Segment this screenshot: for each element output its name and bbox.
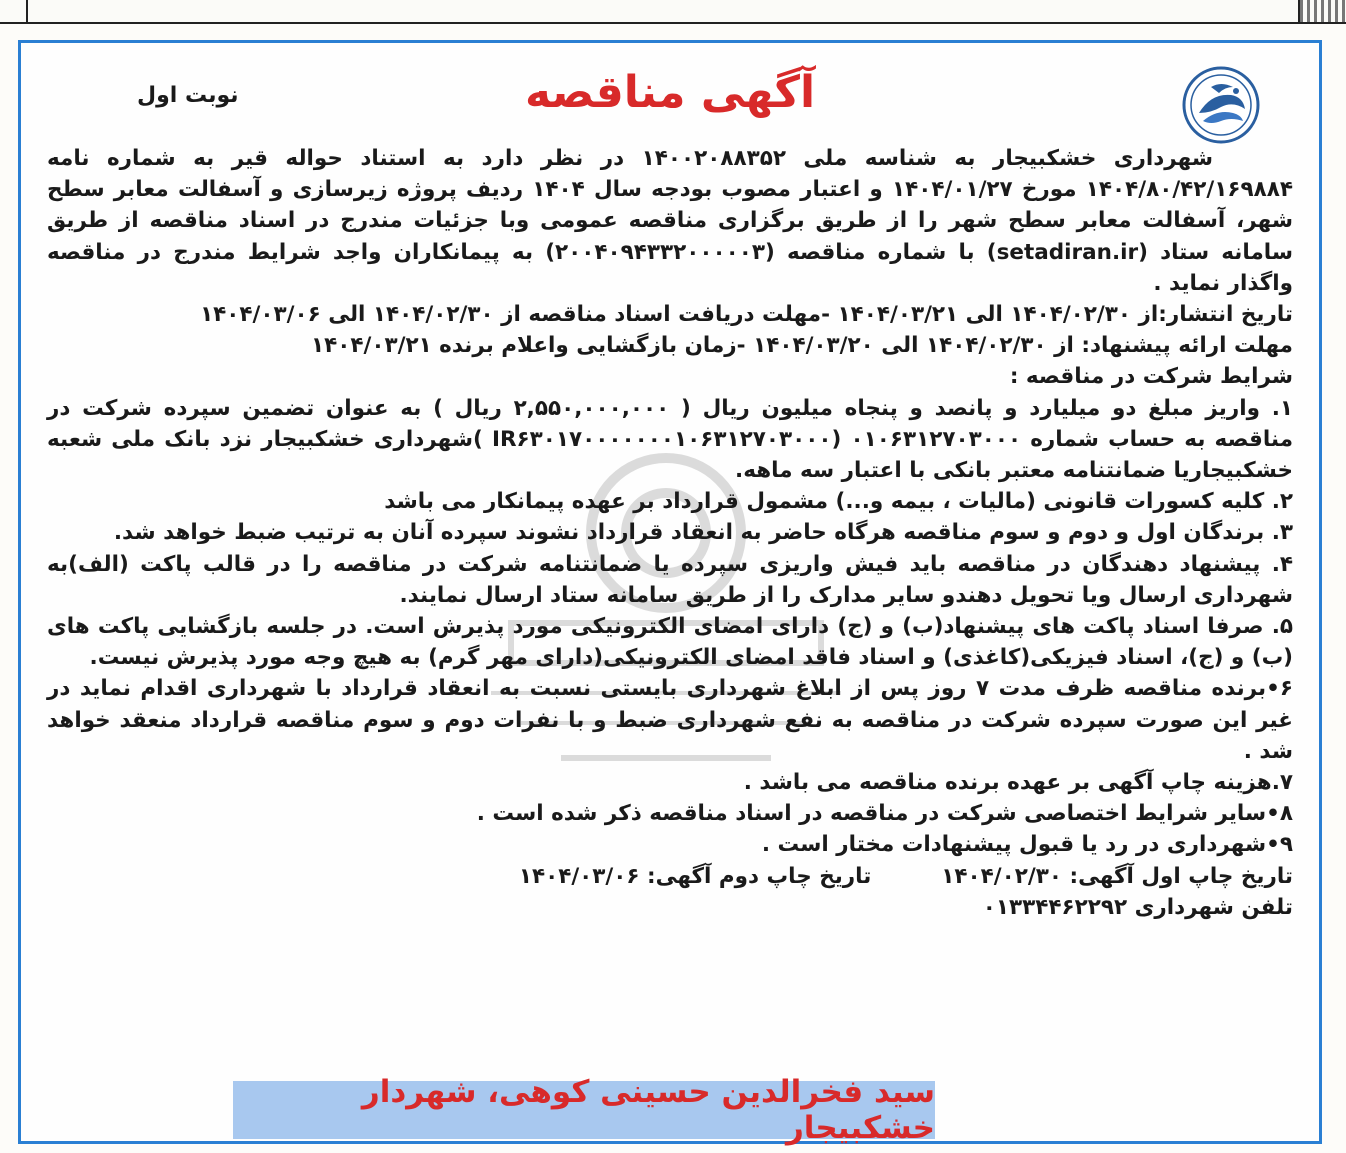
second-print-date: تاریخ چاپ دوم آگهی: ۱۴۰۴/۰۳/۰۶ — [518, 863, 872, 889]
notice-title: آگهی مناقصه — [524, 67, 816, 118]
condition-item-4: ۴. پیشنهاد دهندگان در مناقصه باید فیش واریزی سپرده یا ضمانتنامه شرکت در مناقصه را در قالب پاکت (الف)به شهرداری ارسال ویا تحویل دهندو سایر مدارک را از طریق سامانه ستاد ارسال نمایند. — [47, 551, 1293, 608]
mayor-signature-banner — [233, 1074, 935, 1146]
publication-round: نوبت اول — [137, 83, 239, 108]
previous-ad-border-right — [1298, 0, 1346, 22]
municipality-phone: تلفن شهرداری ۰۱۳۳۴۴۶۲۲۹۲ — [982, 894, 1293, 920]
intro-paragraph: شهرداری خشکبیجار به شناسه ملی ۱۴۰۰۲۰۸۸۳۵۲ در نظر دارد به استناد حواله قیر به شماره نامه ۱۴۰۴/۸۰/۴۲/۱۶۹۸۸۴ مورخ ۱۴۰۴/۰۱/۲۷ و اعتبار مصوب بودجه سال ۱۴۰۴ ردیف پروژه زیرسازی و آسفالت معابر سطح شهر، آسفالت معابر سطح شهر را از طریق برگزاری مناقصه عمومی وبا جزئیات مندرج در اسناد مناقصه از طریق سامانه ستاد (setadiran.ir) با شماره مناقصه (۲۰۰۴۰۹۴۳۳۲۰۰۰۰۰۳) به پیمانکاران واجد شرایط مندرج در مناقصه واگذار نماید . — [47, 146, 1294, 296]
condition-item-9: ۹•شهرداری در رد یا قبول پیشنهادات مختار است . — [761, 832, 1293, 858]
condition-item-2: ۲. کلیه کسورات قانونی (مالیات ، بیمه و...) مشمول قرارداد بر عهده پیمانکار می باشد — [384, 489, 1293, 515]
conditions-heading: شرایط شرکت در مناقصه : — [1009, 364, 1293, 390]
condition-item-8: ۸•سایر شرایط اختصاصی شرکت در مناقصه در اسناد مناقصه ذکر شده است . — [476, 801, 1293, 827]
publish-dates: تاریخ انتشار:از ۱۴۰۴/۰۲/۳۰ الی ۱۴۰۴/۰۳/۲۱ -مهلت دریافت اسناد مناقصه از ۱۴۰۴/۰۲/۳۰ الی ۱۴۰۴/۰۳/۰۶ — [200, 302, 1293, 328]
condition-item-6: ۶•برنده مناقصه ظرف مدت ۷ روز پس از ابلاغ شهرداری بایستی نسبت به انعقاد قرارداد با شهرداری اقدام نماید در غیر این صورت سپرده شرکت در مناقصه به نفع شهرداری ضبط و با نفرات دوم و سوم مناقصه قرارداد منعقد خواهد شد . — [47, 676, 1293, 764]
mayor-signature: سید فخرالدین حسینی کوهی، شهردار خشکبیجار — [361, 1074, 935, 1146]
previous-ad-edge — [0, 0, 1346, 24]
tender-notice — [18, 40, 1322, 1144]
first-print-date: تاریخ چاپ اول آگهی: ۱۴۰۴/۰۲/۳۰ — [941, 863, 1293, 889]
condition-item-5: ۵. صرفا اسناد پاکت های پیشنهاد(ب) و (ج) دارای امضای الکترونیکی مورد پذیرش است. در جلسه بازگشایی پاکت های (ب) و (ج)، اسناد فیزیکی(کاغذی) و اسناد فاقد امضای الکترونیکی(دارای مهر گرم) به هیچ وجه مورد پذیرش نیست. — [47, 614, 1293, 671]
print-dates-row — [47, 861, 1293, 892]
condition-item-7: ۷.هزینه چاپ آگهی بر عهده برنده مناقصه می باشد . — [743, 770, 1293, 796]
condition-item-1: ۱. واریز مبلغ دو میلیارد و پانصد و پنجاه میلیون ریال ( ۲,۵۵۰,۰۰۰,۰۰۰ ریال ) به عنوان تضمین سپرده شرکت در مناقصه به حساب شماره ۰۱۰۶۳۱۲۷۰۳۰۰۰ (IR۶۳۰۱۷۰۰۰۰۰۰۰۱۰۶۳۱۲۷۰۳۰۰۰ )شهرداری خشکبیجار نزد بانک ملی شعبه خشکبیجاریا ضمانتنامه معتبر بانکی با اعتبار سه ماهه. — [47, 395, 1294, 484]
notice-body — [47, 143, 1293, 923]
condition-item-3: ۳. برندگان اول و دوم و سوم مناقصه هرگاه حاضر به انعقاد قرارداد نشوند سپرده آنان به ترتیب ضبط خواهد شد. — [113, 520, 1293, 546]
previous-ad-border-left — [0, 0, 28, 22]
proposal-deadline: مهلت ارائه پیشنهاد: از ۱۴۰۴/۰۲/۳۰ الی ۱۴۰۴/۰۳/۲۰ -زمان بازگشایی واعلام برنده ۱۴۰۴/۰۳/۲۱ — [311, 333, 1293, 359]
